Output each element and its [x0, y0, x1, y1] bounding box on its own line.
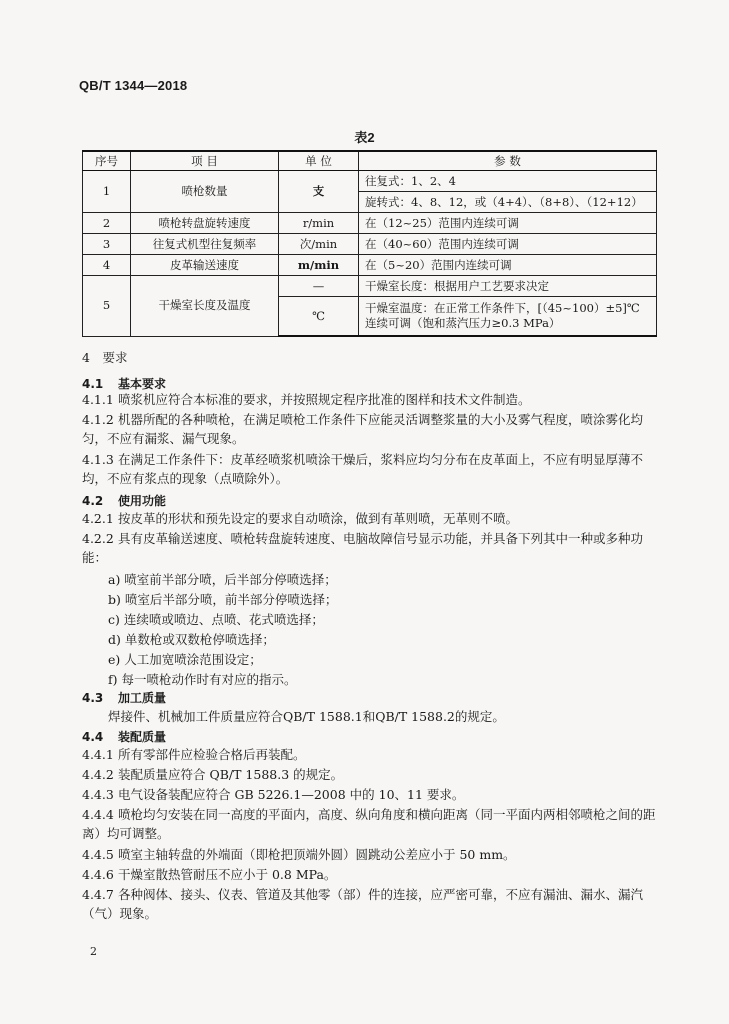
list-item: e) 人工加宽喷涂范围设定；	[108, 652, 262, 667]
cell-item: 皮革输送速度	[131, 255, 279, 276]
clause-4-4-1	[82, 745, 657, 764]
section-number: 4.3	[82, 691, 104, 705]
header-unit: 单 位	[279, 151, 359, 171]
clause-text: 具有皮革输送速度、喷枪转盘旋转速度、电脑故障信号显示功能，并具备下列其中一种或多种功能：	[82, 531, 644, 565]
table-row	[83, 171, 657, 192]
clause-4-1-3	[82, 450, 657, 488]
section-title: 加工质量	[118, 691, 167, 705]
list-item: b) 喷室后半部分喷，前半部分停喷选择；	[108, 592, 338, 607]
cell-no: 3	[83, 234, 131, 255]
cell-unit: ℃	[279, 297, 359, 337]
clause-number: 4.4.4	[82, 807, 114, 822]
cell-param: 在（12~25）范围内连续可调	[359, 213, 657, 234]
clause-number: 4.4.6	[82, 867, 114, 882]
clause-4-2-2	[82, 529, 657, 567]
cell-no: 4	[83, 255, 131, 276]
clause-4-3-text: 焊接件、机械加工件质量应符合QB/T 1588.1和QB/T 1588.2的规定。	[108, 709, 505, 724]
clause-text: 喷枪均匀安装在同一高度的平面内，高度、纵向角度和横向距离（同一平面内两相邻喷枪之间的距离）均可调整。	[82, 807, 656, 841]
clause-number: 4.2.2	[82, 531, 114, 546]
cell-param: 干燥室长度：根据用户工艺要求决定	[359, 276, 657, 297]
clause-text: 喷室主轴转盘的外端面（即枪把顶端外圆）圆跳动公差应小于 50 mm。	[118, 847, 516, 862]
cell-param: 在（40~60）范围内连续可调	[359, 234, 657, 255]
cell-item: 干燥室长度及温度	[131, 276, 279, 337]
section-number: 4.2	[82, 494, 104, 508]
cell-unit: —	[279, 276, 359, 297]
standard-code: QB/T 1344—2018	[79, 78, 188, 93]
clause-text: 按皮革的形状和预先设定的要求自动喷涂，做到有革则喷，无革则不喷。	[118, 511, 519, 526]
section-number: 4.1	[82, 377, 104, 391]
clause-number: 4.2.1	[82, 511, 114, 526]
cell-item: 往复式机型往复频率	[131, 234, 279, 255]
cell-unit: r/min	[279, 213, 359, 234]
section-4-heading: 4 要求	[82, 350, 128, 365]
cell-unit: 支	[279, 171, 359, 213]
cell-param: 往复式：1、2、4	[359, 171, 657, 192]
table-header-row	[83, 151, 657, 171]
clause-4-2-1	[82, 509, 657, 528]
section-title: 基本要求	[118, 377, 167, 391]
clause-number: 4.4.7	[82, 887, 114, 902]
clause-text: 在满足工作条件下：皮革经喷浆机喷涂干燥后，浆料应均匀分布在皮革面上，不应有明显厚薄不均，不应有浆点的现象（点喷除外）。	[82, 452, 644, 486]
table-title: 表2	[354, 130, 375, 145]
cell-param: 旋转式：4、8、12，或（4+4）、（8+8）、（12+12）	[359, 192, 657, 213]
cell-param: 干燥室温度：在正常工作条件下，[（45~100）±5]℃连续可调（饱和蒸汽压力≥0.3 MPa）	[359, 297, 657, 337]
clause-4-4-2	[82, 765, 657, 784]
clause-text: 干燥室散热管耐压不应小于 0.8 MPa。	[118, 867, 337, 882]
header-item: 项 目	[131, 151, 279, 171]
clause-number: 4.1.2	[82, 412, 114, 427]
clause-4-1-1	[82, 390, 657, 409]
clause-4-4-3	[82, 785, 657, 804]
clause-number: 4.4.1	[82, 747, 114, 762]
table-row	[83, 276, 657, 297]
header-params: 参 数	[359, 151, 657, 171]
cell-no: 2	[83, 213, 131, 234]
section-title: 使用功能	[118, 494, 167, 508]
clause-number: 4.1.1	[82, 392, 114, 407]
header-no: 序号	[83, 151, 131, 171]
clause-4-1-2	[82, 410, 657, 448]
list-item: d) 单数枪或双数枪停喷选择；	[108, 632, 275, 647]
table-row	[83, 255, 657, 276]
cell-item: 喷枪转盘旋转速度	[131, 213, 279, 234]
clause-number: 4.1.3	[82, 452, 114, 467]
cell-item: 喷枪数量	[131, 171, 279, 213]
cell-no: 1	[83, 171, 131, 213]
list-item: a) 喷室前半部分喷，后半部分停喷选择；	[108, 572, 337, 587]
page-number: 2	[90, 945, 97, 958]
cell-unit: m/min	[279, 255, 359, 276]
section-title: 装配质量	[118, 730, 167, 744]
clause-text: 机器所配的各种喷枪，在满足喷枪工作条件下应能灵活调整浆量的大小及雾气程度，喷涂雾化均匀，不应有漏浆、漏气现象。	[82, 412, 644, 446]
parameter-table	[82, 150, 657, 337]
cell-no: 5	[83, 276, 131, 337]
section-4-3-heading	[82, 689, 166, 706]
clause-4-4-4	[82, 805, 657, 843]
cell-param: 在（5~20）范围内连续可调	[359, 255, 657, 276]
clause-4-4-5	[82, 845, 657, 864]
cell-unit: 次/min	[279, 234, 359, 255]
clause-text: 喷浆机应符合本标准的要求，并按照规定程序批准的图样和技术文件制造。	[118, 392, 531, 407]
clause-text: 所有零部件应检验合格后再装配。	[118, 747, 306, 762]
clause-text: 各种阀体、接头、仪表、管道及其他零（部）件的连接，应严密可靠，不应有漏油、漏水、漏汽（气）现象。	[82, 887, 644, 921]
clause-number: 4.4.5	[82, 847, 114, 862]
list-item: c) 连续喷或喷边、点喷、花式喷选择；	[108, 612, 324, 627]
table-row	[83, 213, 657, 234]
clause-4-4-6	[82, 865, 657, 884]
clause-4-4-7	[82, 885, 657, 923]
clause-text: 装配质量应符合 QB/T 1588.3 的规定。	[118, 767, 344, 782]
list-item: f) 每一喷枪动作时有对应的指示。	[108, 672, 297, 687]
clause-number: 4.4.2	[82, 767, 114, 782]
clause-text: 电气设备装配应符合 GB 5226.1—2008 中的 10、11 要求。	[118, 787, 465, 802]
section-number: 4.4	[82, 730, 104, 744]
section-4-4-heading	[82, 728, 166, 745]
section-4-2-heading	[82, 492, 166, 509]
table-row	[83, 234, 657, 255]
clause-number: 4.4.3	[82, 787, 114, 802]
